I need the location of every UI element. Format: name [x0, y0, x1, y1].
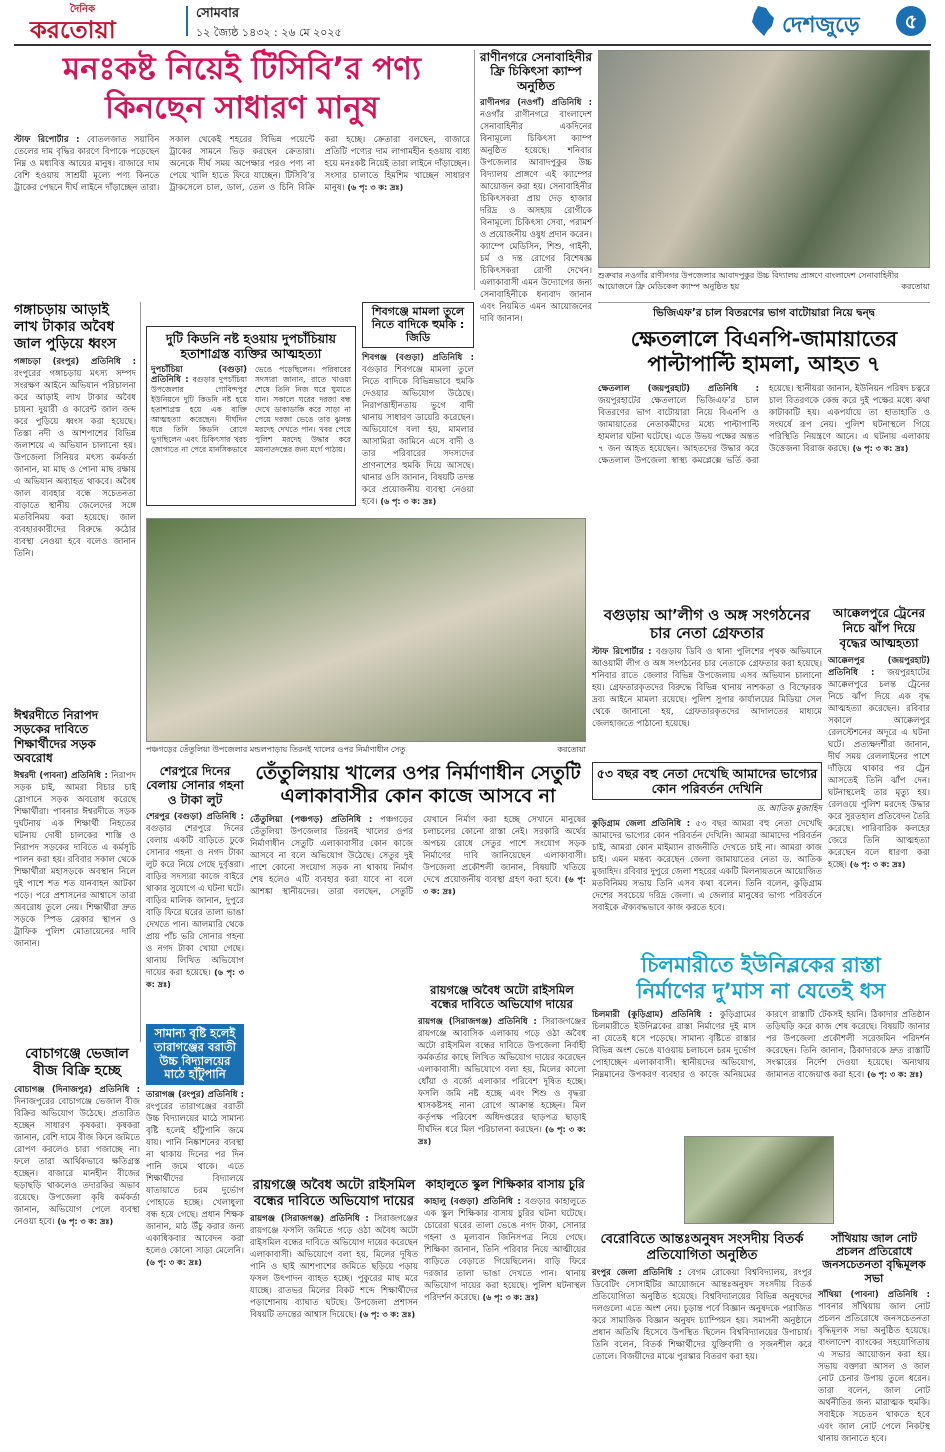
kidney-byline: দুপচাঁচিয়া (বগুড়া) প্রতিনিধি : — [151, 365, 247, 385]
lead-headline-1: মনঃকষ্ট নিয়েই টিসিবি’র পণ্য — [63, 51, 421, 87]
sherpur-body: বগুড়ার শেরপুরে দিনের বেলায় একটি বাড়িতে ঢুকে সোনার গহনা ও নগদ টাকা লুট করে নিয়ে গেছে দুর্বৃত্তরা। বাড়ির সদস্যরা কাজে বাইরে থাকার সুযোগে এ ঘটনা ঘটে। বাড়ির মালিক জানান, দুপুরে বাড়ি ফিরে ঘরের তালা ভাঙা দেখতে পান। আলমারি থেকে প্রায় পাঁচ ভরি সোনার গহনা ও নগদ টাকা খোয়া গেছে। থানায় লিখিত অভিযোগ দায়ের করা হয়েছে। — [146, 824, 244, 979]
bridge-caption-text: পঞ্চগড়ের তেঁতুলিয়া উপজেলার মন্ডলপাড়ায় তিরনই খালের ওপর নির্মাণাধীন সেতু — [146, 745, 406, 754]
bridge-credit: করতোয়া — [557, 745, 586, 754]
kidney-body: বগুড়ার দুপচাঁচিয়া উপজেলার গোবিন্দপুর ইউনিয়নে দুটি কিডনি নষ্ট হয়ে হতাশাগ্রস্ত হয়ে এক ব্যক্তি আত্মহত্যা করেছেন। দীর্ঘদিন ধরে তিনি কিডনি রোগে ভুগছিলেন এবং চিকিৎসার খরচ জোগাতে না পেরে মানসিকভাবে ভেঙে পড়েছিলেন। পরিবারের সদস্যরা জানান, রাতে খাওয়া শেষে তিনি নিজ ঘরে ঘুমাতে যান। সকালে ঘরের দরজা বন্ধ দেখে ডাকাডাকি করে সাড়া না পেয়ে দরজা ভেঙে তার ঝুলন্ত মরদেহ দেখতে পান। খবর পেয়ে পুলিশ মরদেহ উদ্ধার করে ময়নাতদন্তের জন্য মর্গে পাঠায়। — [151, 365, 351, 454]
shibganj-byline: শিবগঞ্জ (বগুড়া) প্রতিনিধি : — [362, 352, 474, 363]
raiganj-top-byline: রায়গঞ্জ (সিরাজগঞ্জ) প্রতিনিধি : — [418, 1016, 537, 1027]
bochaganj-headline: বোচাগঞ্জে ভেজাল বীজ বিক্রি হচ্ছে — [25, 1046, 129, 1079]
chilmari-continue[interactable]: (৬ পৃ: ৩ ক: দ্রঃ) — [866, 1069, 923, 1079]
sherpur-byline: শেরপুর (বগুড়া) প্রতিনিধি : — [146, 812, 244, 823]
bogura-awami-body: বগুড়ায় ডিবি ও থানা পুলিশের পৃথক অভিযানে আওয়ামী লীগ ও অঙ্গ সংগঠনের চার নেতাকে গ্রেফতার করা হয়েছে। শনিবার রাতে জেলার বিভিন্ন উপজেলায় এসব অভিযান চালানো হয়। গ্রেফতারকৃতদের বিরুদ্ধে বিভিন্ন থানায় নাশকতা ও বিস্ফোরক দ্রব্য আইনে মামলা রয়েছে। পুলিশ সুপার কার্যালয়ের মিডিয়া সেল থেকে জানানো হয়, গ্রেফতারকৃতদের আদালতের মাধ্যমে জেলহাজতে পাঠানো হয়েছে। — [592, 647, 822, 729]
kahalu-byline: কাহালু (বগুড়া) প্রতিনিধি : — [424, 1196, 521, 1207]
masthead — [0, 0, 945, 44]
publish-day: সোমবার — [196, 6, 240, 21]
bridge-body: পঞ্চগড়ের তেঁতুলিয়া উপজেলার তিরনই খালের ওপর নির্মাণাধীন সেতুটি এলাকাবাসীর কোন কাজে আসবে না বলে অভিযোগ উঠেছে। সেতুর দুই পাশে কোনো সংযোগ সড়ক না থাকায় নির্মাণ শেষ হলেও এটি ব্যবহার করা যাবে না বলে আশঙ্কা স্থানীয়দের। তারা বলছেন, সেতুটি যেখানে নির্মাণ করা হচ্ছে সেখানে মানুষের চলাচলের কোনো রাস্তা নেই। সরকারি অর্থের অপচয় রোধে সেতুর পাশে সংযোগ সড়ক নির্মাণের দাবি জানিয়েছেন এলাকাবাসী। উপজেলা প্রকৌশলী জানান, বিষয়টি খতিয়ে দেখে প্রয়োজনীয় ব্যবস্থা গ্রহণ করা হবে। — [250, 814, 586, 897]
gangachara-headline: গঙ্গাচড়ায় আড়াই লাখ টাকার অবৈধ জাল পুড়িয়ে ধ্বংস — [14, 302, 117, 352]
divider — [140, 302, 141, 1042]
paper-logo[interactable] — [30, 2, 180, 42]
ishwardi-body: নিরাপদ সড়ক চাই, আমরা বিচার চাই স্লোগানে সড়ক অবরোধ করেছে শিক্ষার্থীরা। পাবনার ঈশ্বরদীতে সড়ক দুর্ঘটনায় এক শিক্ষার্থী নিহতের ঘটনায় দোষী চালকের শাস্তি ও নিরাপদ সড়কের দাবিতে এ কর্মসূচি পালন করা হয়। রবিবার সকাল থেকে শিক্ষার্থীরা মহাসড়কে অবস্থান নিলে দুই পাশে শত শত যানবাহন আটকা পড়ে। পরে প্রশাসনের আশ্বাসে তারা অবরোধ তুলে নেয়। শিক্ষার্থীরা দ্রুত সড়কে স্পিড ব্রেকার স্থাপন ও ট্রাফিক পুলিশ মোতায়েনের দাবি জানান। — [14, 770, 137, 949]
raiganj-top-story — [418, 984, 586, 1174]
bogura-awami-byline: স্টাফ রিপোর্টার : — [592, 647, 652, 657]
gangachara-story — [14, 302, 136, 700]
train-byline: আক্কেলপুর (জয়পুরহাট) প্রতিনিধি : — [828, 656, 930, 678]
chilmari-body: কুড়িগ্রামের চিলমারীতে ইউনিব্লকের রাস্তা নির্মাণের দুই মাস না যেতেই ধসে পড়েছে। সামান্য বৃষ্টিতে রাস্তার বিভিন্ন অংশ ভেঙে যাওয়ায় চলাচলে চরম দুর্ভোগ পোহাচ্ছেন এলাকাবাসী। স্থানীয়দের অভিযোগ, নিম্নমানের উপকরণ ব্যবহার ও কাজে অনিয়মের কারণে রাস্তাটি টেকসই হয়নি। ঠিকাদার প্রতিষ্ঠান তড়িঘড়ি করে কাজ শেষ করেছে। বিষয়টি জানার পর উপজেলা প্রকৌশলী সরেজমিন পরিদর্শন করেছেন। তিনি জানান, ঠিকাদারকে দ্রুত রাস্তাটি সংস্কারের নির্দেশ দেওয়া হয়েছে। অন্যথায় জামানত বাজেয়াপ্ত করা হবে। — [592, 1009, 930, 1080]
kidney-headline: দুটি কিডনি নষ্ট হওয়ায় দুপচাঁচিয়ায় হতাশাগ্রস্ত ব্যক্তির আত্মহত্যা — [165, 331, 337, 361]
jamaat-kicker: ভিজিএফ’র চাল বিতরণের ভাগ বাটোয়ারা নিয়ে দ্বন্দ্ব — [652, 307, 876, 319]
lead-headline-2: কিনছেন সাধারণ মানুষ — [105, 89, 379, 126]
debate-byline: রংপুর জেলা প্রতিনিধি : — [592, 1268, 682, 1279]
army-camp-caption — [598, 270, 930, 300]
jamaat-headline: ক্ষেতলালে বিএনপি-জামায়াতের পাল্টাপাল্টি হামলা, আহত ৭ — [630, 327, 898, 377]
taraganj-story — [146, 1024, 244, 1434]
taraganj-continue[interactable]: (৬ পৃ: ৩ ক: দ্রঃ) — [146, 1258, 202, 1268]
lead-story — [14, 50, 470, 294]
bridge-headline: তেঁতুলিয়ায় খালের ওপর নির্মাণাধীন সেতুটি এলাকাবাসীর কোন কাজে আসবে না — [255, 762, 581, 807]
masthead-divider — [186, 6, 188, 36]
raiganj-bottom-body: সিরাজগঞ্জের রায়গঞ্জে ফসলি জমিতে গড়ে ওঠা অবৈধ অটো রাইসমিল বন্ধের দাবিতে অভিযোগ দায়ের করেছেন এলাকাবাসী। অভিযোগে বলা হয়, মিলের দূষিত পানি ও ছাই আশপাশের জমিতে ছড়িয়ে পড়ায় ফসল উৎপাদন ব্যাহত হচ্ছে। পুকুরের মাছ মরে যাচ্ছে। রাতভর মিলের বিকট শব্দে শিক্ষার্থীদের পড়াশোনায় ব্যাঘাত ঘটছে। উপজেলা প্রশাসন বিষয়টি তদন্তের আশ্বাস দিয়েছে। — [250, 1214, 418, 1321]
lead-continue[interactable]: (৬ পৃ: ৩ ক: দ্রঃ) — [347, 182, 404, 192]
train-body: জয়পুরহাটের আক্কেলপুরে চলন্ত ট্রেনের নিচে ঝাঁপ দিয়ে এক বৃদ্ধ আত্মহত্যা করেছেন। রবিবার সকালে আক্কেলপুর রেলস্টেশনের অদূরে এ ঘটনা ঘটে। প্রত্যক্ষদর্শীরা জানান, দীর্ঘ সময় রেললাইনের পাশে দাঁড়িয়ে থাকার পর ট্রেন আসতেই তিনি ঝাঁপ দেন। ঘটনাস্থলেই তার মৃত্যু হয়। রেলওয়ে পুলিশ মরদেহ উদ্ধার করে সুরতহাল প্রতিবেদন তৈরি করেছে। পারিবারিক কলহের জেরে তিনি আত্মহত্যা করেছেন বলে ধারণা করা হচ্ছে। — [828, 668, 931, 870]
train-headline: আক্কেলপুরে ট্রেনের নিচে ঝাঁপ দিয়ে বৃদ্ধের আত্মহত্যা — [832, 606, 926, 650]
lead-body: বোতলজাত সয়াবিন তেলের দাম বৃদ্ধির কারণে বিপাকে পড়েছেন নিম্ন ও মধ্যবিত্ত আয়ের মানুষ। বাজারে দাম বেশি হওয়ায় সাশ্রয়ী মূল্যে পণ্য কিনতে ট্রাকের পেছনে দীর্ঘ লাইনে দাঁড়াচ্ছেন তারা। সকাল থেকেই শহরের বিভিন্ন পয়েন্টে ট্রাকের সামনে ভিড় করছেন ক্রেতারা। অনেকে দীর্ঘ সময় অপেক্ষার পরও পণ্য না পেয়ে খালি হাতে ফিরে যাচ্ছেন। টিসিবি’র ট্রাকসেলে চাল, ডাল, তেল ও চিনি বিক্রি করা হচ্ছে। ক্রেতারা বলছেন, বাজারে প্রতিটি পণ্যের দাম লাগামহীন হওয়ায় বাধ্য হয়ে মনঃকষ্ট নিয়েই তারা লাইনে দাঁড়াচ্ছেন। সংসার চালাতে হিমশিম খাচ্ছেন সাধারণ মানুষ। — [14, 134, 470, 193]
sherpur-story — [146, 764, 244, 1018]
raiganj-bottom-byline: রায়গঞ্জ (সিরাজগঞ্জ) প্রতিনিধি : — [250, 1214, 369, 1225]
taraganj-body: রংপুরের তারাগঞ্জের বরাতী উচ্চ বিদ্যালয়ের মাঠে সামান্য বৃষ্টি হলেই হাঁটুপানি জমে যায়। পানি নিষ্কাশনের ব্যবস্থা না থাকায় দিনের পর দিন পানি জমে থাকে। এতে শিক্ষার্থীদের বিদ্যালয়ে যাতায়াতে চরম দুর্ভোগ পোহাতে হচ্ছে। খেলাধুলা বন্ধ হয়ে গেছে। প্রধান শিক্ষক জানান, মাঠ উঁচু করার জন্য একাধিকবার আবেদন করা হলেও কোনো সাড়া মেলেনি। — [146, 1102, 244, 1257]
army-camp-caption-text: শুক্রবার নওগাঁর রাণীনগর উপজেলার আবাদপুকুর উচ্চ বিদ্যালয় প্রাঙ্গণে বাংলাদেশ সেনাবাহিনীর আয়োজনে ফ্রি মেডিকেল ক্যাম্প অনুষ্ঠিত হয় — [598, 271, 899, 291]
fifty-three-byline: কুড়িগ্রাম জেলা প্রতিনিধি : — [592, 819, 691, 829]
chilmari-headline-1: চিলমারীতে ইউনিব্লকের রাস্তা — [641, 953, 881, 977]
kidney-story — [146, 326, 356, 506]
paper-logo-small: দৈনিক — [70, 4, 96, 15]
divider — [474, 50, 475, 290]
bochaganj-body: দিনাজপুরের বোচাগঞ্জে ভেজাল বীজ বিক্রির অভিযোগ উঠেছে। প্রতারিত হচ্ছেন সাধারণ কৃষকরা। কৃষকরা জানান, বেশি দামে বীজ কিনে জমিতে রোপণ করলেও চারা গজাচ্ছে না। ফলে তারা আর্থিকভাবে ক্ষতিগ্রস্ত হচ্ছেন। বাজারে মানহীন বীজের ছড়াছড়ি থাকলেও তদারকির অভাব রয়েছে। উপজেলা কৃষি কর্মকর্তা জানান, অভিযোগ পেলে ব্যবস্থা নেওয়া হবে। — [14, 1096, 140, 1227]
jamaat-continue[interactable]: (৬ পৃ: ৩ ক: দ্রঃ) — [852, 444, 909, 454]
chilmari-road-photo — [684, 1136, 834, 1224]
kahalu-continue[interactable]: (৬ পৃ: ৩ ক: দ্রঃ) — [482, 1292, 539, 1302]
chilmari-headline-2: নির্মাণের দু’মাস না যেতেই ধস — [636, 979, 886, 1004]
ishwardi-headline: ঈশ্বরদীতে নিরাপদ সড়কের দাবিতে শিক্ষার্থীদের সড়ক অবরোধ — [14, 708, 99, 766]
section-title: দেশজুড়ে — [782, 13, 860, 38]
army-camp-credit: করতোয়া — [901, 282, 930, 291]
bangladesh-map-icon — [748, 4, 778, 38]
debate-story — [592, 1232, 812, 1434]
jamaat-body: জয়পুরহাটের ক্ষেতলালে ভিজিএফ’র চাল বিতরণের ভাগ বাটোয়ারা নিয়ে বিএনপি ও জামায়াতের নেতাকর্মীদের মধ্যে পাল্টাপাল্টি হামলার ঘটনা ঘটেছে। এতে উভয় পক্ষের অন্তত ৭ জন আহত হয়েছেন। আহতদের উদ্ধার করে ক্ষেতলাল উপজেলা স্বাস্থ্য কমপ্লেক্সে ভর্তি করা হয়েছে। স্থানীয়রা জানান, ইউনিয়ন পরিষদ চত্বরে চাল বিতরণকে কেন্দ্র করে দুই পক্ষের মধ্যে কথা কাটাকাটি হয়। একপর্যায়ে তা হাতাহাতি ও সংঘর্ষে রূপ নেয়। পুলিশ ঘটনাস্থলে গিয়ে পরিস্থিতি নিয়ন্ত্রণে আনে। এ ঘটনায় এলাকায় উত্তেজনা বিরাজ করছে। — [598, 384, 930, 467]
shibganj-body: বগুড়ার শিবগঞ্জে মামলা তুলে নিতে বাদিকে বিভিন্নভাবে হুমকি দেওয়ার অভিযোগ উঠেছে। নিরাপত্তাহীনতায় ভুগে বাদী থানায় সাধারণ ডায়েরি করেছেন। অভিযোগে বলা হয়, মামলার আসামিরা জামিনে এসে বাদী ও তার পরিবারের সদস্যদের প্রাণনাশের হুমকি দিয়ে আসছে। থানার ওসি জানান, বিষয়টি তদন্ত করে প্রয়োজনীয় ব্যবস্থা নেওয়া হবে। — [362, 364, 474, 507]
shibganj-headline: শিবগঞ্জে মামলা তুলে নিতে বাদিকে হুমকি : জিডি — [362, 302, 474, 348]
sathia-byline: সাঁথিয়া (পাবনা) প্রতিনিধি : — [818, 1289, 930, 1300]
bridge-byline: তেঁতুলিয়া (পঞ্চগড়) প্রতিনিধি : — [250, 814, 373, 825]
gangachara-byline: গঙ্গাচড়া (রংপুর) প্রতিনিধি : — [14, 357, 136, 368]
kahalu-story — [424, 1178, 586, 1434]
publish-date: ১২ জ্যৈষ্ঠ ১৪৩২ : ২৬ মে ২০২৫ — [196, 26, 342, 39]
kahalu-headline: কাহালুতে স্কুল শিক্ষিকার বাসায় চুরি — [425, 1177, 585, 1191]
chilmari-byline: চিলমারী (কুড়িগ্রাম) প্রতিনিধি : — [592, 1009, 713, 1020]
fifty-three-body: ৫৩ বছর আমরা বহু নেতা দেখেছি আমাদের ভাগ্যের কোন পরিবর্তন দেখিনি। আমরা আমাদের পরিবর্তন চাই, আমরা কোন মাইম্যান রাজনীতি দেখতে চাই না। আমরা কাজ চাই। এমন মন্তব্য করেছেন জেলা জামায়াতের নেতা ড. আতিক মুজাহিদ। রবিবার দুপুরে জেলা শহরের একটি মিলনায়তনে আয়োজিত মতবিনিময় সভায় তিনি এসব কথা বলেন। তিনি বলেন, কুড়িগ্রাম দেশের সবচেয়ে দরিদ্র জেলা। এ জেলার মানুষের ভাগ্য পরিবর্তনে সবাইকে ঐক্যবদ্ধভাবে কাজ করতে হবে। — [592, 819, 823, 913]
shibganj-continue[interactable]: (৬ পৃ: ৩ ক: দ্রঃ) — [380, 496, 437, 506]
train-continue[interactable]: (৬ পৃ: ৩ ক: দ্রঃ) — [849, 860, 906, 869]
army-camp-body: নওগাঁর রাণীনগরে বাংলাদেশ সেনাবাহিনীর একদিনের বিনামূল্যে চিকিৎসা ক্যাম্প অনুষ্ঠিত হয়েছে। শনিবার উপজেলার আবাদপুকুর উচ্চ বিদ্যালয় প্রাঙ্গণে এই ক্যাম্পের আয়োজন করা হয়। সেনাবাহিনীর চিকিৎসকরা প্রায় দেড় হাজার দরিদ্র ও অসহায় রোগীকে বিনামূল্যে চিকিৎসা সেবা, পরামর্শ ও প্রয়োজনীয় ওষুধ প্রদান করেন। ক্যাম্পে মেডিসিন, শিশু, গাইনী, চর্ম ও দন্ত রোগের বিশেষজ্ঞ চিকিৎসকরা রোগী দেখেন। এলাকাবাসী এমন উদ্যোগের জন্য সেনাবাহিনীকে ধন্যবাদ জানান এবং নিয়মিত এমন আয়োজনের দাবি জানান। — [480, 110, 592, 325]
fifty-three-author: ড. আতিক মুজাহিদ — [756, 804, 822, 814]
army-camp-byline: রাণীনগর (নওগাঁ) প্রতিনিধি : — [480, 98, 592, 109]
ishwardi-byline: ঈশ্বরদী (পাবনা) প্রতিনিধি : — [14, 770, 108, 781]
taraganj-headline: সামান্য বৃষ্টি হলেই তারাগঞ্জের বরাতী উচ্চ বিদ্যালয়ের মাঠে হাঁটুপানি — [146, 1024, 244, 1085]
bridge-caption — [146, 744, 586, 758]
raiganj-bottom-headline: রায়গঞ্জে অবৈধ অটো রাইসমিল বন্ধের দাবিতে অভিযোগ দায়ের — [252, 1178, 416, 1209]
kahalu-body: বগুড়ার কাহালুতে এক স্কুল শিক্ষিকার বাসায় চুরির ঘটনা ঘটেছে। চোরেরা ঘরের তালা ভেঙে নগদ টাকা, সোনার গহনা ও মূল্যবান জিনিসপত্র নিয়ে গেছে। শিক্ষিকা জানান, তিনি পরিবার নিয়ে আত্মীয়ের বাড়িতে বেড়াতে গিয়েছিলেন। বাড়ি ফিরে দরজার তালা ভাঙা দেখতে পান। থানায় অভিযোগ দায়ের করা হয়েছে। পুলিশ ঘটনাস্থল পরিদর্শন করেছে। — [424, 1196, 586, 1303]
sherpur-headline: শেরপুরে দিনের বেলায় সোনার গহনা ও টাকা লুট — [146, 764, 244, 807]
lead-byline: স্টাফ রিপোর্টার : — [14, 134, 80, 145]
raiganj-top-body: সিরাজগঞ্জের রায়গঞ্জে আবাসিক এলাকায় গড়ে ওঠা অবৈধ অটো রাইসমিল বন্ধের দাবিতে উপজেলা নির্বাহী কর্মকর্তার কাছে লিখিত অভিযোগ দায়ের করেছেন এলাকাবাসী। অভিযোগে বলা হয়, মিলের কালো ধোঁয়া ও বর্জ্যে এলাকার পরিবেশ দূষিত হচ্ছে। ফসলি জমি নষ্ট হচ্ছে এবং শিশু ও বৃদ্ধরা শ্বাসকষ্টসহ নানা রোগে আক্রান্ত হচ্ছেন। মিল কর্তৃপক্ষ পরিবেশ অধিদপ্তরের ছাড়পত্র ছাড়াই দীর্ঘদিন ধরে মিল পরিচালনা করছেন। — [418, 1016, 586, 1135]
jamaat-story — [598, 306, 930, 602]
sathia-story — [818, 1232, 930, 1444]
fifty-three-headline: ৫৩ বছর বহু নেতা দেখেছি আমাদের ভাগ্যের কোন পরিবর্তন দেখিনি — [592, 762, 822, 800]
raiganj-top-headline: রায়গঞ্জে অবৈধ অটো রাইসমিল বন্ধের দাবিতে অভিযোগ দায়ের — [430, 983, 574, 1011]
bogura-awami-story — [592, 606, 822, 760]
debate-headline: বেরোবিতে আন্তঃঅনুষদ সংসদীয় বিতর্ক প্রতিযোগিতা অনুষ্ঠিত — [600, 1232, 804, 1263]
masthead-rule — [14, 44, 931, 46]
debate-body: বেগম রোকেয়া বিশ্ববিদ্যালয়, রংপুর ডিবেটিং সোসাইটির আয়োজনে আন্তঃঅনুষদ সংসদীয় বিতর্ক প্রতিযোগিতা অনুষ্ঠিত হয়েছে। বিশ্ববিদ্যালয়ের বিভিন্ন অনুষদের দলগুলো এতে অংশ নেয়। চূড়ান্ত পর্বে বিজ্ঞান অনুষদকে পরাজিত করে সামাজিক বিজ্ঞান অনুষদ চ্যাম্পিয়ন হয়। সমাপনী অনুষ্ঠানে প্রধান অতিথি হিসেবে উপস্থিত ছিলেন বিশ্ববিদ্যালয়ের উপাচার্য। তিনি বলেন, বিতর্ক শিক্ষার্থীদের যুক্তিবাদী ও সৃজনশীল করে তোলে। বিজয়ীদের মাঝে পুরস্কার বিতরণ করা হয়। — [592, 1268, 813, 1363]
bridge-photo — [146, 518, 586, 742]
gangachara-body: রংপুরের গঙ্গাচড়ায় মৎস্য সম্পদ সংরক্ষণ আইনে অভিযান পরিচালনা করে আড়াই লাখ টাকার অবৈধ চায়না দুয়ারী ও কারেন্ট জাল জব্দ করে পুড়িয়ে ধ্বংস করা হয়েছে। তিস্তা নদী ও আশপাশের বিভিন্ন জলাশয়ে এ অভিযান চালানো হয়। উপজেলা সিনিয়র মৎস্য কর্মকর্তা জানান, মা মাছ ও পোনা মাছ রক্ষায় এ অভিযান অব্যাহত থাকবে। অবৈধ জাল ব্যবহার বন্ধে সচেতনতা বাড়াতে স্থানীয় জেলেদের সঙ্গে মতবিনিময় করা হয়েছে। জাল ব্যবহারকারীদের বিরুদ্ধে কঠোর ব্যবস্থা নেওয়া হবে বলেও জানান তিনি। — [14, 369, 136, 560]
sathia-headline: সাঁথিয়ায় জাল নোট প্রচলন প্রতিরোধে জনসচেতনতা বৃদ্ধিমূলক সভা — [822, 1232, 926, 1285]
medical-camp-photo — [598, 50, 930, 268]
bochaganj-byline: বোচাগঞ্জ (দিনাজপুর) প্রতিনিধি : — [14, 1084, 140, 1095]
bochaganj-story — [14, 1046, 140, 1434]
ishwardi-story — [14, 708, 136, 1038]
train-story — [828, 606, 930, 948]
bridge-continue[interactable]: (৬ পৃ: ৩ ক: দ্রঃ) — [423, 874, 587, 896]
raiganj-bottom-continue[interactable]: (৬ পৃ: ৩ ক: দ্রঃ) — [359, 1310, 416, 1320]
shibganj-story — [362, 302, 474, 512]
taraganj-byline: তারাগঞ্জ (রংপুর) প্রতিনিধি : — [146, 1090, 244, 1101]
chilmari-story — [592, 952, 930, 1228]
bochaganj-continue[interactable]: (৬ পৃ: ৩ ক: দ্রঃ) — [57, 1216, 114, 1226]
jamaat-byline: ক্ষেতলাল (জয়পুরহাট) প্রতিনিধি : — [598, 384, 759, 395]
divider — [598, 302, 930, 303]
army-camp-headline: রাণীনগরে সেনাবাহিনীর ফ্রি চিকিৎসা ক্যাম্প অনুষ্ঠিত — [480, 50, 592, 93]
fifty-three-story — [592, 762, 822, 948]
page-number: ৫ — [896, 6, 926, 36]
paper-logo-name: করতোয়া — [30, 15, 116, 44]
bogura-awami-headline-2: চার নেতা গ্রেফতার — [650, 624, 764, 642]
raiganj-top-continue[interactable]: (৬ পৃ: ৩ ক: দ্রঃ) — [418, 1124, 587, 1146]
sathia-body: পাবনার সাঁথিয়ায় জাল নোট প্রচলন প্রতিরোধে জনসচেতনতা বৃদ্ধিমূলক সভা অনুষ্ঠিত হয়েছে। বাংলাদেশ ব্যাংকের সহযোগিতায় এ সভার আয়োজন করা হয়। সভায় বক্তারা আসল ও জাল নোট চেনার উপায় তুলে ধরেন। তারা বলেন, জাল নোট অর্থনীতির জন্য মারাত্মক হুমকি। সবাইকে সচেতন থাকতে হবে এবং জাল নোট পেলে নিকটস্থ থানায় জানাতে হবে। — [818, 1301, 930, 1444]
bogura-awami-headline-1: বগুড়ায় আ’লীগ ও অঙ্গ সংগঠনের — [603, 606, 811, 624]
sherpur-continue[interactable]: (৬ পৃ: ৩ ক: দ্রঃ) — [146, 968, 245, 990]
raiganj-bottom-story — [250, 1178, 418, 1434]
